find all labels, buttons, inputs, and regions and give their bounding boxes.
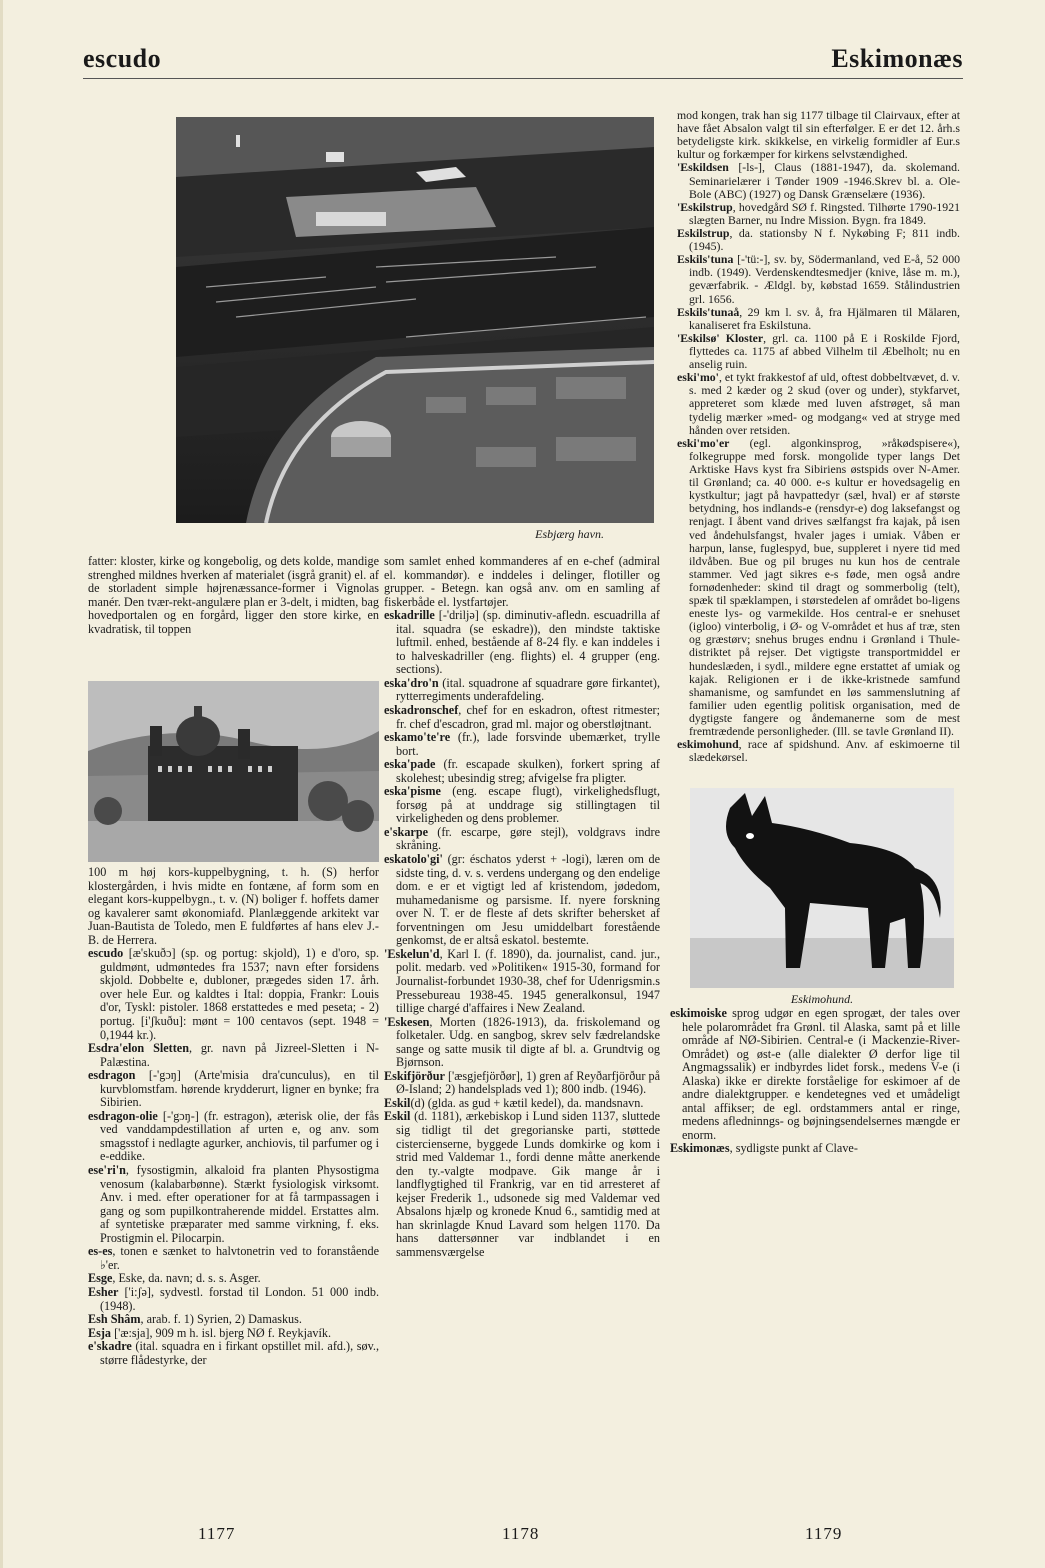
entry-headword: eskadrille <box>384 608 435 623</box>
entry-headword: 'Eskelun'd <box>384 946 440 961</box>
entry-headword: Eskil <box>384 1095 411 1110</box>
text-column-middle <box>384 555 660 1259</box>
entry-headword: esdragon-olie <box>88 1108 158 1123</box>
entry-headword: eskimohund <box>677 737 739 752</box>
dictionary-entry: Esh Shâm, arab. f. 1) Syrien, 2) Damaskus. <box>88 1312 302 1327</box>
entry-headword: 'Eskesen <box>384 1014 430 1029</box>
entry-headword: Esja <box>88 1325 112 1340</box>
text-column-right-top <box>677 109 960 764</box>
entry-headword: Eskifjörður <box>384 1068 445 1083</box>
entry-headword: eska'dro'n <box>384 675 439 690</box>
dictionary-entry: Eskifjörður ['æsgjefjörðør], 1) gren af Reyðarfjörður på Ø-Island; 2) handelsplads ved 1); 800 indb. (1946). <box>384 1068 660 1097</box>
entry-headword: eski'mo' <box>677 370 719 385</box>
harbor-aerial-photo <box>176 117 654 523</box>
entry-headword: 'Eskilstrup <box>677 199 733 214</box>
entry-headword: Eskil <box>384 1109 411 1124</box>
header-left-word: escudo <box>83 44 162 73</box>
page-number-right: 1179 <box>805 1524 843 1543</box>
entry-headword: eska'pade <box>384 757 436 772</box>
entry-headword: Eskilstrup <box>677 225 730 240</box>
dictionary-entry: 'Eskelun'd, Karl I. (f. 1890), da. journalist, cand. jur., polit. medarb. ved »Politiken« 1915-30, formand for Journalist-forbundet 1930-38, chef for Udenrigsmin.s Pressebureau 1938-45. 1945 generalkonsul, 1947 tillige chargé d'affaires i New Zealand. <box>384 946 660 1016</box>
paragraph: 100 m høj kors-kuppelbygning, t. h. (S) herfor klostergården, i hvis midte en fontæne, af form som en elegant kors-kuppelbygn., t. v. (N) boliger f. hoffets damer og kavalerer samt økonomiafd. Planlæggende arkitekt var Juan-Bautista de Toledo, men E fuldførtes af hans elev J.-B. de Herrera. <box>88 865 379 947</box>
dictionary-entry: Esher ['i:ʃə], sydvestl. forstad til London. 51 000 indb. (1948). <box>88 1284 379 1313</box>
dictionary-entry: Eskil (d. 1181), ærkebiskop i Lund siden 1137, sluttede sig tidligt til det gregorianske parti, støttede cistercienserne, byggede Lunds domkirke og kom i strid med Valdemar 1., fordi denne måtte anerkende den ty.-valgte modpave. Gik mange år i landflygtighed til Frankrig, var en tid arresteret af kejser Frederik 1., udsonede sig med Valdemar ved Absalons hjælp og kronede Knud 6., samtidig med at han skrinlagde Knud Lavard som helgen 1170. Da hans dattersønner var indblandet i en sammensværgelse <box>384 1109 660 1259</box>
dictionary-entry: eskatolo'gi' (gr: éschatos yderst + -logi), læren om de sidste ting, d. v. s. verdens undergang og den endelige dom. e er et vigtigt led af kristendom, jødedom, muhamedanisme og parsisme. If. nyere forskning over N. T. er de fleste af dets skrifter behersket af forventningen om Jesu umiddelbart forestående genkomst, de er altså eskatol. bestemte. <box>384 852 660 948</box>
paragraph: fatter: kloster, kirke og kongebolig, og dets kolde, mandige strenghed mildnes hverken af materialet (isgrå granit) el. af de storladent simple højrenæssance-former i Vignolas manér. Den tvær-rekt-angulære plan er 3-delt, i midten, bag hovedportalen og en forgård, ligger den store kirke, en kvadratisk, til toppen <box>88 554 379 636</box>
entry-headword: Eskils'tuna <box>677 252 734 267</box>
paragraph: mod kongen, trak han sig 1177 tilbage til Clairvaux, efter at have fået Absalon valgt til sin efterfølger. E er det 12. årh.s betydeligste kirk. skikkelse, en virkelig formidler af Eur.s kultur og forkæmper for kirkens selvstændighed. <box>677 108 960 162</box>
dictionary-entry: eski'mo'er (egl. algonkinsprog, »råkødspisere«), folkegruppe med forsk. mongolide typer langs Det Arktiske Havs kyst fra Sibiriens østspids over N-Amer. til Grønland; ca. 40 000. e-s kultur er hovedsagelig en kystkultur; jagt på havpattedyr (sæl, hval) er af største betydning, hos indlands-e (rensdyr-e) dog laksefangst og renjagt. I åbent vand drives sælfangst fra kajak, på isen ved åndehulsfangst, hvaler jages i umiak. Våben er harpun, lanse, fuglespyd, bue, suppleret i nyere tid med ildvåben. Bue og pil bruges nu kun hos de centrale stammer. Ved jagt sikres e-s føde, men også andre fornødenheder: skind til dragt og sommerbolig (telt), spæk til spæklampen, i størstedelen af området bo-ligens eneste lys- og varmekilde. Hos central-e er snehuset (igloo) vinterbolig, i Ø- og V-området et hus af træ, sten og græstørv; snehus bruges endnu i Grønland i Thule-distriktet på rejser. Det vigtigste transportmiddel er hundeslæden, i sydl., mildere egne erstattet af umiak og kajak. Religionen er i de ikke-kristnede samfund shamanisme, og samfundet en løs sammenslutning af familier uden egentlig politisk organisation, med de dygtigste fangere og åndemanerne som de mest fremtrædende personligheder. (Ill. se tavle Grønland II). <box>677 435 960 739</box>
dictionary-entry: eska'pade (fr. escapade skulken), forkert spring af skolehest; ubesindig streg; afvigelse fra pligter. <box>384 757 660 785</box>
entry-headword: eskimoiske <box>670 1006 727 1020</box>
dictionary-entry: escudo [æ'skuðɔ] (sp. og portug: skjold), 1) e d'oro, sp. guldmønt, udmøntedes fra 1537; navn efter forsidens skjold. Dobbelte e, dubloner, prægedes siden 17. årh. over hele Eur. og kaldtes i Ital: doppia, Frankr: Louis d'or, Tyskl: pistoler. 1868 erstattedes e med peseta; - 2) portug. [i'ʃkuðu]: mønt = 100 centavos (sept. 1948 = 0,1944 kr.). <box>88 946 379 1042</box>
escorial-photo <box>88 681 379 862</box>
entry-headword: e'skarpe <box>384 824 429 839</box>
dictionary-entry: Eskils'tunaå, 29 km l. sv. å, fra Hjälmaren til Mälaren, kanaliseret fra Eskilstuna. <box>677 304 960 332</box>
entry-headword: eski'mo'er <box>677 435 730 450</box>
dictionary-entry: e'skadre (ital. squadra en i firkant opstillet mil. afd.), søv., større flådestyrke, der <box>88 1339 379 1367</box>
dictionary-entry: esdragon [-'gɔŋ] (Arte'misia dra'cunculus), en til kurvblomstfam. hørende krydderurt, ligner en bynke; fra Sibirien. <box>88 1068 379 1110</box>
dictionary-entry: eska'pisme (eng. escape flugt), virkelighedsflugt, forsøg på at unddrage sig stillingtagen til virkeligheden og dens problemer. <box>384 784 660 826</box>
dictionary-entry: Esge, Eske, da. navn; d. s. s. Asger. <box>88 1271 261 1286</box>
entry-headword: Eskils'tunaå <box>677 304 740 319</box>
dictionary-entry: 'Eskilstrup, hovedgård SØ f. Ringsted. Tilhørte 1790-1921 slægten Barner, nu Indre Mission. Bygn. fra 1849. <box>677 199 960 227</box>
paragraph: som samlet enhed kommanderes af en e-chef (admiral el. kommandør). e inddeles i delinger, flotiller og grupper. - Betegn. kan også anv. om en samling af fiskerbåde el. lystfartøjer. <box>384 554 660 609</box>
entry-headword: escudo <box>88 946 124 961</box>
dictionary-entry: eskimohund, race af spidshund. Anv. af eskimoerne til slædekørsel. <box>677 737 960 765</box>
text-column-right-bottom <box>670 1007 960 1156</box>
eskimo-dog-photo <box>690 788 954 988</box>
dictionary-entry: e'skarpe (fr. escarpe, gøre stejl), voldgravs indre skråning. <box>384 824 660 853</box>
dictionary-entry: es-es, tonen e sænket to halvtonetrin ved to foranstående ♭'er. <box>88 1244 379 1272</box>
dictionary-entry: eskadronschef, chef for en eskadron, oftest ritmester; fr. chef d'escadron, grad ml. major og oberstløjtnant. <box>384 703 660 731</box>
page-number-middle: 1178 <box>502 1524 540 1543</box>
page-number-left: 1177 <box>198 1524 236 1543</box>
dictionary-entry: eska'dro'n (ital. squadrone af squadrare gøre firkantet), rytterregiments underafdeling. <box>384 675 660 704</box>
entry-headword: eskatolo'gi' <box>384 852 443 867</box>
entry-headword: ese'ri'n <box>88 1163 126 1178</box>
dictionary-entry: eskadrille [-'drilјə] (sp. diminutiv-afledn. escuadrilla af ital. squadra (se eskadre)), den mindste taktiske luftmil. enhed, bestående af 8-24 fly. e kan inddeles i to halveskadriller (eng. flights) el. 4 grupper (eng. sections). <box>384 608 660 677</box>
dictionary-entry: 'Eskildsen [-ls-], Claus (1881-1947), da. skolemand. Seminarielærer i Tønder 1909 -1946.Skrev bl. a. Ole-Bole (ABC) (1927) og Dansk Grænselære (1936). <box>677 160 960 201</box>
dictionary-entry: Esdra'elon Sletten, gr. navn på Jizreel-Sletten i N-Palæstina. <box>88 1041 379 1069</box>
dictionary-entry: ese'ri'n, fysostigmin, alkaloid fra planten Physostigma venosum (kalabarbønne). Stærkt fysiologisk virksomt. Anv. i med. efter operationer for at få tarmpassagen i gang og som pupilkontraherende middel. Erstattes alm. af syntetiske præparater med samme virkning, f. eks. Prostigmin el. Pilocarpin. <box>88 1163 379 1245</box>
dictionary-entry: 'Eskesen, Morten (1826-1913), da. friskolemand og folketaler. Udg. en sangbog, skrev selv fædrelandske sange og satte musik til digte af bl. a. Grundtvig og Bjørnson. <box>384 1014 660 1070</box>
dictionary-entry: Eskilstrup, da. stationsby N f. Nykøbing F; 811 indb. (1945). <box>677 225 960 254</box>
entry-headword: eskamo'te're <box>384 730 451 745</box>
text-column-left-top <box>88 555 379 636</box>
dictionary-entry: Esja ['æ:sja], 909 m h. isl. bjerg NØ f. Reykjavík. <box>88 1325 332 1340</box>
entry-headword: Esdra'elon Sletten <box>88 1041 189 1056</box>
dictionary-entry: eski'mo', et tykt frakkestof af uld, oftest dobbeltvævet, d. v. s. med 2 kæder og 2 skud (over og under), stykfarvet, appreteret som klæde med luven afstrøget, så man tydelig mærker »med- og modgang« ved at stryge med hånden over retsiden. <box>677 370 960 437</box>
dog-caption: Eskimohund. <box>790 992 854 1006</box>
header-rule <box>83 78 963 79</box>
dictionary-entry: eskamo'te're (fr.), lade forsvinde ubemærket, trylle bort. <box>384 730 660 758</box>
entry-headword: Esh Shâm <box>88 1312 141 1327</box>
dictionary-entry: Eskil(d) (glda. as gud + kætil kedel), da. mandsnavn. <box>384 1095 644 1110</box>
header-right-word: Eskimonæs <box>831 44 963 73</box>
entry-headword: eska'pisme <box>384 784 441 799</box>
dictionary-entry: 'Eskilsø' Kloster, grl. ca. 1100 på E i Roskilde Fjord, flyttedes ca. 1175 af abbed Vilhelm til Æbelholt; nu en anselig ruin. <box>677 330 960 372</box>
entry-headword: Eskimonæs <box>670 1141 730 1156</box>
entry-headword: 'Eskilsø' Kloster <box>677 330 764 345</box>
text-column-left-bottom <box>88 866 379 1367</box>
entry-headword: 'Eskildsen <box>677 160 729 175</box>
entry-headword: Esge <box>88 1271 113 1286</box>
dictionary-entry: Eskimonæs, sydligste punkt af Clave- <box>670 1141 858 1156</box>
harbor-caption: Esbjærg havn. <box>535 527 604 541</box>
dictionary-entry: eskimoiske sprog udgør en egen sprogæt, der tales over hele polarområdet fra Grønl. til Alaska, samt på et lille område af NØ-Sibirien. Central-e (i Mackenzie-River-Området) og øst-e (alle dialekter Ø derfor lige til Angmagssalik) er indbyrdes lidet forsk., medens V-e (i Alaska) ikke er direkte forståelige for eskimoer af de andre dialektgrupper. e kendetegnes ved et umådeligt antal affikser; de egl. ordstammers antal er ringe, medens afledninngs- og bøjningsendelsernes mængde er enorm. <box>670 1006 960 1142</box>
dictionary-entry: esdragon-olie [-'gɔŋ-] (fr. estragon), æterisk olie, der fås ved vanddampdestillation af urten e, og anv. som smagsstof i nedlagte agurker, anchiovis, til parfumer og i e-eddike. <box>88 1108 379 1164</box>
entry-headword: esdragon <box>88 1068 136 1083</box>
dictionary-entry: Eskils'tuna [-'tü:-], sv. by, Södermanland, ved E-å, 52 000 indb. (1949). Verdenskendtesmedjer (knive, låse m. m.), geværfabrik. - Ældgl. by, købstad 1659. Stålindustrien grl. 1656. <box>677 252 960 306</box>
entry-headword: e'skadre <box>88 1339 132 1354</box>
entry-headword: eskadronschef <box>384 703 459 718</box>
entry-headword: Esher <box>88 1284 119 1299</box>
entry-headword: es-es <box>88 1244 113 1259</box>
